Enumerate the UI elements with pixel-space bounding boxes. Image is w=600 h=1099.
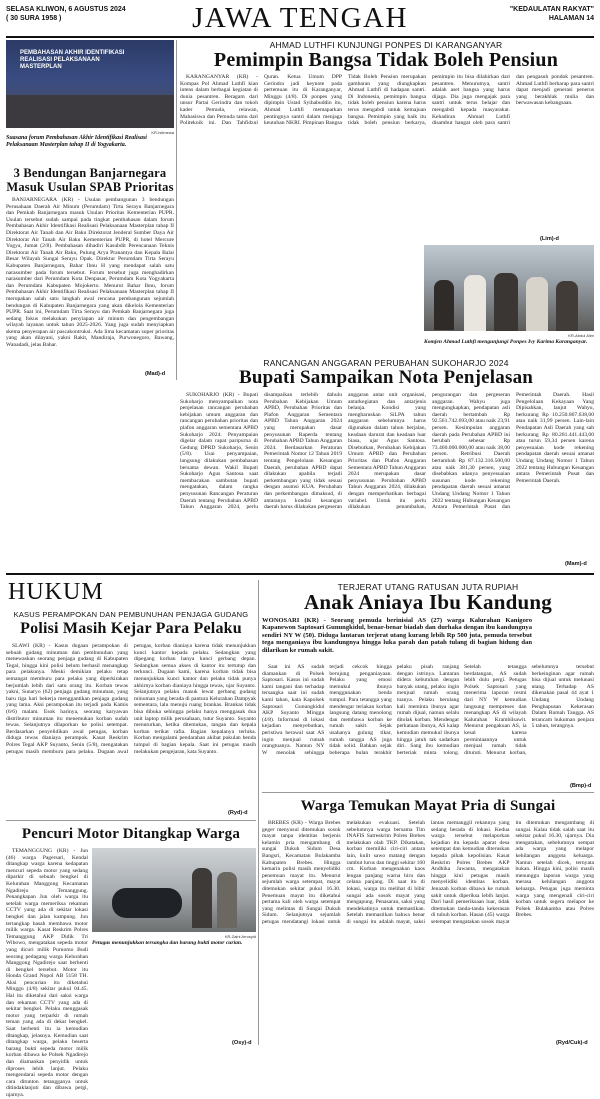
hukum-column-divider [258, 580, 259, 1045]
b3-photo-credit: KR-Zaini Arrosyid [224, 934, 256, 939]
hukum-body [6, 643, 256, 808]
masthead-motto: "KEDAULATAN RAKYAT" [509, 6, 594, 13]
hukum-rule [6, 573, 594, 575]
a2-body-text: BANJARNEGARA (KR) - Usulan pembangunan 3 bendungan Perusahaan Daerah Air Minum (Perumdam) Tirta Serayu Banjarnegara dan Pemkab Banjarnegara masuk Usulan Prioritas Kementerian PUPR. Usulan tersebut sudah sampai pada tingkat pembahasan dalam forum Pembahasan Akhir Identifikasi Realisasi Pelaksanaan Masterplan tahap II Direktorat Air Tanah dan Air Baku Direktorat Jenderal Sumber Daya Air Direktorat Air Tanah Air Baku Kementerian PUPR, di hotel Mercure Yogya, Jumat (2/8). Pembahasan dihadiri Kasubdit Perencanaan Teknis Direktorat Air Tanah Air Baku, Pulung Arya Pranantya dan Kepala Balai Besar Wilayah Sungai Serayu Opak. Direktur Perumdam Tirta Serayu Kabupaten Banjarnegara, Bahar Ibnu H yang mendapat salah satu narasumber pada forum tersebut. Forum tersebut juga menghadirkan narasumber dari Perumdam Kota Denpasar, Perumdam Kota Yogyakarta dan Perumdam Kabupaten Mojokerto. Menurut Bahar Ibnu, forum Pembahasan Akhir Identifikasi Realisasi Pelaksanaan Masterplan tahap II merupakan salah satu langkah awal rencana pembangunan sejumlah bendungan di Kabupaten Banjarnegara yang akan dikelola Kementerian PUPR. Saat ini, Perumdam Tirta Serayu dan Pemkab Banjarnegara juga sedang fokus melakukan penyiapan air minum dan pengembangan wilayah layanan untuk tahun 2025-2026. Yang juga sudah menyiapkan skema penyerapan air pascakontruksi. Ada lima kecamatan super prioritas yang akan dilayani, yakni Rakit, Mandiraja, Purwonegoro, Bawang, Wanadadi, jelas Bahar. [6, 197, 174, 349]
column-divider [176, 40, 177, 380]
a1-photo-caption: Komjen Ahmad Luthfi mengunjungi Ponpes Ivy Karima Karanganyar. [424, 339, 588, 345]
hukum-body-text: SLAWI (KR) - Kasus dugaan perampokan di sebuah gudang minuman dan pembunuhan yang menewaskan seorang penjaga gudang di Kabupaten Tegal, hingga kini polisi belum berhasil menangkap para pelakunya. Meski demikian pelaku tetap semangat memburu para pelaku yang diperkirakan berjumlah lebih dari satu orang itu. Korban tewas yakni, Sunaryo (62) penjaga gudang minuman, yang baru tiga hari bekerja menggantikan penjaga gudang yang lama. Aksi perampokan itu terjadi pada Kamis (6/6) malam. Esok harinya, seorang karyawan distributor minuman itu menemukan korban sudah tewas. Selanjutnya dilaporkan ke polisi setempat. Berdasarkan penyelidikan awal petugas, korban diduga tewas dianiaya perampok. Kasat Reskrim Polres Tegal AKP Suyanto, Senin (5/8), mengatakan petugas masih memburu para pelaku. Dugaan awal petugas, korban dianiaya karena tidak menunjukkan kunci kantor kepada pelaku. Sedangkan yang dipegang korban hanya kunci gerbang depan. Sedangkan semua akses di kantor itu tertutup dan terkunci. Dugaan kami, karena korban tidak bisa menunjukkan kunci kantor dan pelaku tidak punya akhirnya korban dianiaya hingga tewas, ujar Suyanto. Selanjutnya pelaku masuk lewat gerbang gudang minuman yang berada di pantura Kelurahan Dampyak sementara, lalu menuju ruang brankas. Brankas tidak bisa dibuka sehingga pelaku hanya menggasak dua unit laptop milik perusahaan, tutur Suyanto. Suyanto menuturkan, ketika ditemukan, tangan dan kepala korban terikat rafia. Bagian kepalanya terluka. Korban mengalami pendarahan akibat pukulan benda tumpul di bagian kepala. Saat ini petugas masih melakukan pengejaran, kata Suyanto. [6, 643, 256, 755]
masthead-surah: ( 30 SURA 1958 ) [6, 15, 62, 22]
a3-body [180, 392, 594, 560]
a2-photo-caption: Suasana forum Pembahasan Akhir Identifikasi Realisasi Pelaksanaan Masterplan tahap II di Yogyakarta. [6, 135, 147, 149]
b2-lead [262, 617, 532, 661]
b3-photo-caption: Petugas menunjukkan tersangka dan barang bukti motor curian. [92, 940, 243, 946]
masthead-date: SELASA KLIWON, 6 AGUSTUS 2024 [6, 6, 126, 13]
b3-rule [6, 820, 256, 821]
hukum-sign: (Ryd)-d [228, 810, 248, 816]
b2-headline: Anak Aniaya Ibu Kandung [304, 590, 552, 614]
b4-body-text: BREBES (KR) - Warga Brebes geger menyusul ditemukan sosok mayat tanpa identitas berjenis kelamin pria mengambang di sungai Dukuh Sidum Desa Bangsri, Kecamatan Bulakamba Kabupaten Brebes. Hingga kemarin polisi masih menyelidiki penemuan mayat itu. Menurut sejumlah warga setempat, mayat ditemukan sekitar pukul 16.30. Penemuan mayat itu diketahui pertama kali oleh warga setempat yang melintas di Sungai Dukuh Sidum. Selanjutnya sejumlah petugas mendatangi lokasi untuk melakukan evakuasi. Setelah sebelumnya warga bersama Tim INAFIS Satreskrim Polres Brebes melakukan olah TKP. Dikatakan, korban memiliki ciri-ciri antara lain, kulit sawo matang dengan rambut lurus dan tinggi sekitar 160 cm. Korban mengenakan kaos lengan panjang warna biru dan celana panjang. Di saat itu di lokasi, warga itu melihat di bibir sungai ada sosok mayat yang mengapung. Penasaran, saksi yang mendekatinya untuk memastikan. Setelah memastikan bahwa benar di sungai itu adalah mayat, saksi lantas memanggil rekannya yang sedang berada di lokasi. Kedua warga tersebut melaporkan kejadian itu kepada aparat desa setempat dan kemudian diteruskan kepada pihak kepolisian. Kasat Reskrim Polres Brebes AKP Andhika Jawanta, mengatakan hingga kini petugas masih menyelidiki identitas korban. Jenazah korban dibawa ke rumah sakit untuk diperiksa lebih lanjut. Dari hasil pemeriksaan luar, tidak ditemukan tanda-tanda kekerasan di tubuh korban. Hasan (45) warga setempat mengatakan sosok mayat itu ditemukan mengambang di sungai. Kalau tidak salah saat itu sekitar pukul 16.30, ujarnya. Dia mengatakan, sebelumnya sempat ada warga yang melapor kehilangan anggota keluarga. Namun setelah dicek, ternyata bukan. Hingga kini, polisi masih menunggu laporan warga yang merasa kehilangan anggota keluarga. Petugas juga meminta warga yang mengenali ciri-ciri korban untuk segera melapor ke Polsek Bulakamba atau Polres Brebes. [262, 820, 594, 925]
a3-headline: Bupati Sampaikan Nota Penjelasan [238, 367, 534, 388]
a2-photo [6, 40, 174, 128]
section-title: JAWA TENGAH [192, 2, 408, 34]
b4-sign: (Ryd/Cuk)-d [556, 1040, 588, 1046]
a2-headline: 3 Bendungan Banjarnegara Masuk Usulan SPAB Prioritas [6, 166, 174, 194]
a2-body [6, 197, 174, 369]
b2-kicker: TERJERAT UTANG RATUSAN JUTA RUPIAH [337, 582, 519, 592]
b4-body [262, 820, 594, 1038]
b3-body-text: TEMANGGUNG (KR) - Jun (46) warga Pagersari, Kendal ditangkap warga karena kedapatan mencuri sepeda motor yang sedang diparkir di sebuah bengkel di Kelurahan Manggong Kecamatan Ngadirejo Temanggung. Penangkapan Jun oleh warga itu setelah warga memeriksa rekaman CCTV yang ada di sekitar lokasi bengkel dan jalan kampung. Jun tertangkap basah membawa motor milik warga. Kasat Reskrim Polres Temanggung AKP Didik Tri Wibowo, mengatakan sepeda motor yang dicuri milik Purnomo Budi seorang pedagang warga Kelurahan Manggong Ngadirejo saat berhenti di bengkel tersebut. Motor itu Honda Grand Nopol AB 5158 TH. Aksi pencurian itu diketahui Minggu (4/8) sekitar pukul 04.45. Hal itu diketahui dari saksi warga dan rekaman CCTV yang ada di sekitar bengkel. Pelaku menggasak motor yang terparkir di rumah teman yang ada di dekat bengkel. Saat berhenti itu ia kemudian ditangkap, jelasnya. Kemudian saat ditangkap warga, pelaku beserta barang bukti sepeda motor milik korban dibawa ke Polsek Ngadirejo dan diamankan penyidik untuk diproses lebih lanjut. Pelaku mengendarai sepeda motor dengan cara ditunton tetangganya untuk ditindaklanjuti dan dibawa pergi, ujarnya. [6, 848, 88, 1098]
a1-body [180, 74, 594, 234]
a1-kicker: AHMAD LUTHFI KUNJUNGI PONPES DI KARANGANYAR [269, 40, 503, 50]
masthead-rule [6, 36, 594, 38]
a1-photo-credit: KR-Abdul Alim [568, 333, 594, 338]
a3-sign: (Mam)-d [565, 561, 587, 567]
a2-sign: (Mad)-d [145, 371, 166, 377]
a3-kicker: RANCANGAN ANGGARAN PERUBAHAN SUKOHARJO 2024 [263, 358, 509, 368]
b2-sign: (Bmp)-d [570, 783, 592, 789]
hukum-section-title: HUKUM [8, 579, 104, 605]
b4-rule [262, 792, 594, 793]
b3-photo [92, 848, 256, 932]
a1-headline: Pemimpin Bangsa Tidak Boleh Pensiun [213, 49, 559, 71]
b3-headline: Pencuri Motor Ditangkap Warga [21, 826, 241, 842]
b2-body [262, 664, 594, 782]
a2-photo-banner: PEMBAHASAN AKHIR IDENTIFIKASI REALISASI PELAKSANAAN MASTERPLAN [20, 50, 125, 70]
b3-sign: (Osy)-d [232, 1040, 252, 1046]
a2-photo-credit: KR-Istimewa [151, 130, 174, 135]
b2-body-text: Saat ini AS sudah diamankan di Polsek Saptosari. Kasus ini sudah kami tangani dan terhadap tersangka saat ini sudah kami tahan, kata Kapolsek Saptosari Gunungkidul AKP Suyanto Minggu (4/8). Informasi di lokasi kejadian menyebutkan, peristiwa berawal saat AS ingin menjual rumah orangtuanya. Namun NY W menolak sehingga terjadi cekcok hingga berujung penganiayaan. Pelaku yang emosi memukul ibunya menggunakan benda tumpul. Para tetangga yang mendengar teriakan korban langsung datang menolong dan membawa korban ke rumah sakit. Sejak usahanya gulung tikar, rumah tangga AS juga tidak solid. Bahkan sejak beberapa bulan terakhir pelaku pisah ranjang dengan istrinya. Lantaran didera kebutuhan dengan banyak utang, pelaku ingin menjual rumah orang tuanya. Pelaku berulang kali meminta ibunya agar rumah dijual, namun selalu ditolak korban. Mendengar perkataan ibunya, AS kalap kemudian memukul ibunya hingga jatuh tak sadarkan diri. Sang ibu kemudian berteriak minta tolong. Setelah tetangga berdatangan, AS sudah lebih dulu pergi. Petugas Polsek Saptosari yang menerima laporan resmi dari NY W kemudian langsung mempreses dan menangkap AS di wilayah Kalurahan Krambilsawit. Menurut pengakuan AS, ia kesal karena permintaannya untuk menjual rumah tidak dituruti. Menurut korban, sebelumnya tersebut berkeinginan agar rumah bisa dijual untuk melunasi utang. Terhadap AS dikenakan pasal 44 ayat 1 Undang Undang Penghapusan Kekerasan Dalam Rumah Tangga. AS terancam hukuman penjara 5 tahun, terangnya. [262, 664, 594, 756]
b4-headline: Warga Temukan Mayat Pria di Sungai [300, 798, 556, 814]
b2-lead-text: WONOSARI (KR) - Seorang pemuda berinisial AS (27) warga Kalurahan Kanigoro Kapanewon Saptosari Gunungkidul, benar-benar biadab dan durhaka dengan ibu kandungnya sendiri NY W (50). Diduga lantaran terjerat utang kurang lebih Rp 500 juta, pemuda tersebut tega menganiaya ibu kandungnya hingga luka parah dan patah tulang di bagian hidung dan dilarikan ke rumah sakit. [262, 617, 532, 654]
a1-sign: (Lim)-d [540, 236, 559, 242]
b3-body-left [6, 848, 88, 1098]
hukum-headline: Polisi Masih Kejar Para Pelaku [20, 620, 242, 637]
hukum-kicker: KASUS PERAMPOKAN DAN PEMBUNUHAN PENJAGA GUDANG [13, 610, 249, 619]
page-number: HALAMAN 14 [548, 15, 594, 22]
a1-body-text: KARANGANYAR (KR) - Kompas Pol Ahmad Luthfi kian intens dalam berbagai kegiatan di dunia pesantren. Beragam dari unsur Partai Gerindra dan tokoh kader Pemuda, relawan, Mahasiswa dan Pemuda tamu dari Politeknik ini. Dan Tahfidzul Quran. Ketua Umum DPP Gerindra jadi keynote pada pertemuan itu di Karanganyar, Minggu (4/8). Di ponpes yang dipimpin Ustad Syihabuddin itu, Ahmad Luthfi memaparkan pentingnya santri dalam menjaga keutuhan NKRI. Pimpinan Bangsa Tidak Boleh Pensiun merupakan gambaran yang diungkapkan Ahmad Luthfi di hadapan santri. Di Indonesia, pemimpin bangsa tidak boleh pensiun karena harus terus mengabdi untuk kemajuan bangsa. Pemimpin yang baik itu tidak boleh pensiun berkarya, pemimpin itu bisa dilahirkan dari pesantren. Menurutnya, santri adalah aset bangsa yang harus dijaga. Dia juga mengajak para santri untuk terus belajar dan mengabdi kepada masyarakat. Kehadiran Ahmad Luthfi disambut hangat oleh para santri dan pengasuh pondok pesantren. Ahmad Luthfi berharap para santri dapat menjadi generasi penerus yang berakhlak mulia dan berwawasan kebangsaan. [180, 74, 594, 127]
a1-photo [424, 245, 594, 331]
a3-body-text: SUKOHARJO (KR) - Bupati Sukoharjo menyampaikan nota penjelasan rancangan perubahan kebijakan umum anggaran dan rancangan perubahan prioritas dan plafon anggaran sementara APBD Sukoharjo 2024. Penyampaian digelar dalam rapat paripurna di Gedung DPRD Sukoharjo, Senin (5/8). Usai penyampaian, langsung dilakukan pembahasan bersama dewan. Wakil Bupati Sukoharjo Agus Santosa saat membacakan sambutan bupati mengatakan, dalam rangka penyusunan Rancangan Peraturan Daerah tentang Perubahan APBD Tahun Anggaran 2024, perlu disampaikan terlebih dahulu Perubahan Kebijakan Umum APBD, Perubahan Prioritas dan Plafon Anggaran Sementara APBD Tahun Anggaran 2024 yang merupakan dasar penyusunan Raperda tentang Perubahan APBD Tahun Anggaran 2024. Berdasarkan Peraturan Pemerintah Nomor 12 Tahun 2019 tentang Pengelolaan Keuangan Daerah, perubahan APBD dapat dilakukan apabila terjadi perkembangan yang tidak sesuai dengan asumsi KUA. Perubahan dan perkembangan dimaksud, di antaranya kondisi keuangan daerah harus dilakukan pergeseran anggaran antar unit organisasi, antarkegiatan dan antarjenis belanja. Kondisi yang mengharuskan SiLPA tahun anggaran sebelumnya harus digunakan dalam tahun berjalan, keadaan darurat dan keadaan luar biasa, ujar Agus Santosa. Disebutkan, Perubahan Kebijakan Umum APBD dan Perubahan Prioritas dan Plafon Anggaran Sementara APBD Tahun Anggaran 2024 merupakan dasar penyusunan Perubahan APBD Tahun Anggaran 2024, dilakukan dengan memperhatikan berbagai variabel. Untuk itu perlu dilakukan penambahan, pengurangan dan pergeseran anggaran. Wahyu juga mengungkapkan, pendapatan asli daerah bertambah Rp 92.561.742.693,00 atau naik 23,91 persen. Kesimpulan anggaran daerah pada Perubahan APBD ini berubah sebesar Rp 73.460.000.000,00 atau naik 38,00 persen. Retribusi Daerah bertambah Rp 87.132.316.500,00 atau naik 381,30 persen, yang disebabkan adanya penyesuaian susunan kode rekening pendapatan daerah sesuai amanat Undang Undang Nomor 1 Tahun 2022 tentang Hubungan Keuangan Antara Pemerintah Pusat dan Pemerintah Daerah. Hasil Pengelolaan Kekayaan Yang Dipisahkan, lanjut Wahyu, berkurang Rp 10.250.867.638,00 atau naik 31,99 persen. Lain-lain Pendapatan Asli Daerah yang sah berkurang Rp 80.281.441.443,00 atau turun 59,34 persen karena penyesuaian kode rekening pendapatan daerah sesuai amanat Undang Undang Nomor 1 Tahun 2022 tentang Hubungan Keuangan antara Pemerintah Pusat dan Pemerintah Daerah. [180, 392, 594, 511]
